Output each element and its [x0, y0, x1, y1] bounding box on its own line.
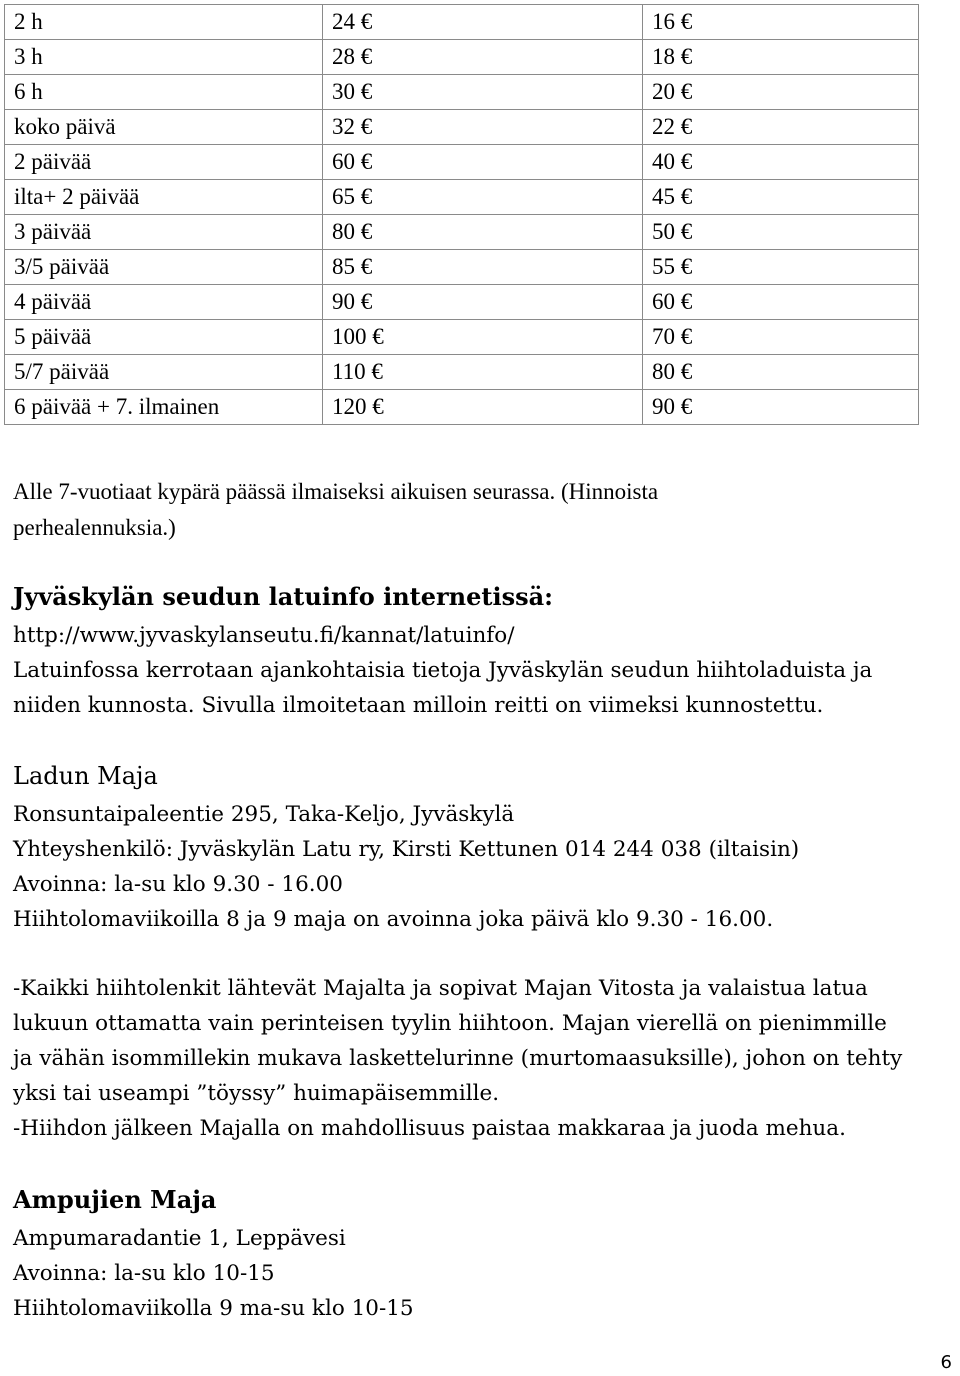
- latuinfo-description-line: Latuinfossa kerrotaan ajankohtaisia tietoja Jyväskylän seudun hiihtoladuista ja: [13, 658, 873, 683]
- adult-price-cell: 85 €: [323, 250, 643, 285]
- paragraph-line: lukuun ottamatta vain perinteisen tyylin hiihtoon. Majan vierellä on pienimmille: [13, 1011, 887, 1036]
- ampujien-maja-address: Ampumaradantie 1, Leppävesi: [13, 1226, 346, 1251]
- adult-price-cell: 90 €: [323, 285, 643, 320]
- table-row: [5, 75, 919, 110]
- table-row: [5, 285, 919, 320]
- paragraph-line: -Kaikki hiihtolenkit lähtevät Majalta ja sopivat Majan Vitosta ja valaistua latua: [13, 976, 868, 1001]
- child-price-cell: 20 €: [643, 75, 919, 110]
- price-table: [4, 4, 919, 425]
- child-price-cell: 40 €: [643, 145, 919, 180]
- table-row: [5, 250, 919, 285]
- duration-cell: koko päivä: [5, 110, 323, 145]
- adult-price-cell: 32 €: [323, 110, 643, 145]
- adult-price-cell: 30 €: [323, 75, 643, 110]
- duration-cell: 3 päivää: [5, 215, 323, 250]
- price-table-body: [5, 5, 919, 425]
- open-hours: la-su klo 10-15: [114, 1261, 275, 1286]
- child-price-cell: 55 €: [643, 250, 919, 285]
- child-price-cell: 50 €: [643, 215, 919, 250]
- ladun-maja-address: Ronsuntaipaleentie 295, Taka-Keljo, Jyväskylä: [13, 802, 515, 827]
- latuinfo-url[interactable]: http://www.jyvaskylanseutu.fi/kannat/latuinfo/: [13, 623, 515, 648]
- duration-cell: ilta+ 2 päivää: [5, 180, 323, 215]
- child-price-cell: 70 €: [643, 320, 919, 355]
- open-hours: la-su klo 9.30 - 16.00: [114, 872, 343, 897]
- paragraph-line: -Hiihdon jälkeen Majalla on mahdollisuus paistaa makkaraa ja juoda mehua.: [13, 1116, 846, 1141]
- child-price-cell: 90 €: [643, 390, 919, 425]
- duration-cell: 5/7 päivää: [5, 355, 323, 390]
- duration-cell: 2 h: [5, 5, 323, 40]
- latuinfo-description-line: niiden kunnosta. Sivulla ilmoitetaan milloin reitti on viimeksi kunnostettu.: [13, 693, 824, 718]
- ladun-maja-open: [13, 867, 953, 902]
- duration-cell: 3/5 päivää: [5, 250, 323, 285]
- children-note-line: Alle 7-vuotiaat kypärä päässä ilmaiseksi aikuisen seurassa. (Hinnoista: [13, 479, 659, 504]
- table-row: [5, 215, 919, 250]
- ampujien-maja-details: [13, 1221, 953, 1326]
- child-price-cell: 16 €: [643, 5, 919, 40]
- table-row: [5, 40, 919, 75]
- ladun-maja-paragraph: [13, 971, 953, 1146]
- adult-price-cell: 60 €: [323, 145, 643, 180]
- table-row: [5, 180, 919, 215]
- adult-price-cell: 110 €: [323, 355, 643, 390]
- child-price-cell: 22 €: [643, 110, 919, 145]
- child-price-cell: 60 €: [643, 285, 919, 320]
- ladun-maja-holiday-hours: Hiihtolomaviikoilla 8 ja 9 maja on avoinna joka päivä klo 9.30 - 16.00.: [13, 907, 774, 932]
- table-row: [5, 320, 919, 355]
- ampujien-maja-open: [13, 1256, 953, 1291]
- adult-price-cell: 80 €: [323, 215, 643, 250]
- child-price-cell: 80 €: [643, 355, 919, 390]
- ladun-maja-heading: Ladun Maja: [13, 762, 158, 790]
- duration-cell: 6 päivää + 7. ilmainen: [5, 390, 323, 425]
- duration-cell: 6 h: [5, 75, 323, 110]
- open-label: Avoinna:: [13, 872, 108, 897]
- children-note-line: perhealennuksia.): [13, 515, 176, 540]
- duration-cell: 5 päivää: [5, 320, 323, 355]
- ampujien-maja-heading: Ampujien Maja: [13, 1185, 217, 1214]
- children-note: [13, 474, 953, 546]
- child-price-cell: 18 €: [643, 40, 919, 75]
- page-number: 6: [940, 1352, 952, 1373]
- table-row: [5, 110, 919, 145]
- child-price-cell: 45 €: [643, 180, 919, 215]
- adult-price-cell: 28 €: [323, 40, 643, 75]
- table-row: [5, 390, 919, 425]
- paragraph-line: yksi tai useampi ”töyssy” huimapäisemmille.: [13, 1081, 500, 1106]
- adult-price-cell: 100 €: [323, 320, 643, 355]
- ladun-maja-contact: Yhteyshenkilö: Jyväskylän Latu ry, Kirsti Kettunen 014 244 038 (iltaisin): [13, 837, 800, 862]
- table-row: [5, 145, 919, 180]
- ampujien-maja-holiday-hours: Hiihtolomaviikolla 9 ma-su klo 10-15: [13, 1296, 414, 1321]
- table-row: [5, 5, 919, 40]
- duration-cell: 4 päivää: [5, 285, 323, 320]
- adult-price-cell: 120 €: [323, 390, 643, 425]
- paragraph-line: ja vähän isommillekin mukava laskettelurinne (murtomaasuksille), johon on tehty: [13, 1046, 903, 1071]
- adult-price-cell: 65 €: [323, 180, 643, 215]
- adult-price-cell: 24 €: [323, 5, 643, 40]
- ladun-maja-details: [13, 797, 953, 937]
- duration-cell: 2 päivää: [5, 145, 323, 180]
- open-label: Avoinna:: [13, 1261, 108, 1286]
- latuinfo-block: [13, 618, 953, 723]
- duration-cell: 3 h: [5, 40, 323, 75]
- latuinfo-heading: Jyväskylän seudun latuinfo internetissä:: [13, 582, 553, 611]
- table-row: [5, 355, 919, 390]
